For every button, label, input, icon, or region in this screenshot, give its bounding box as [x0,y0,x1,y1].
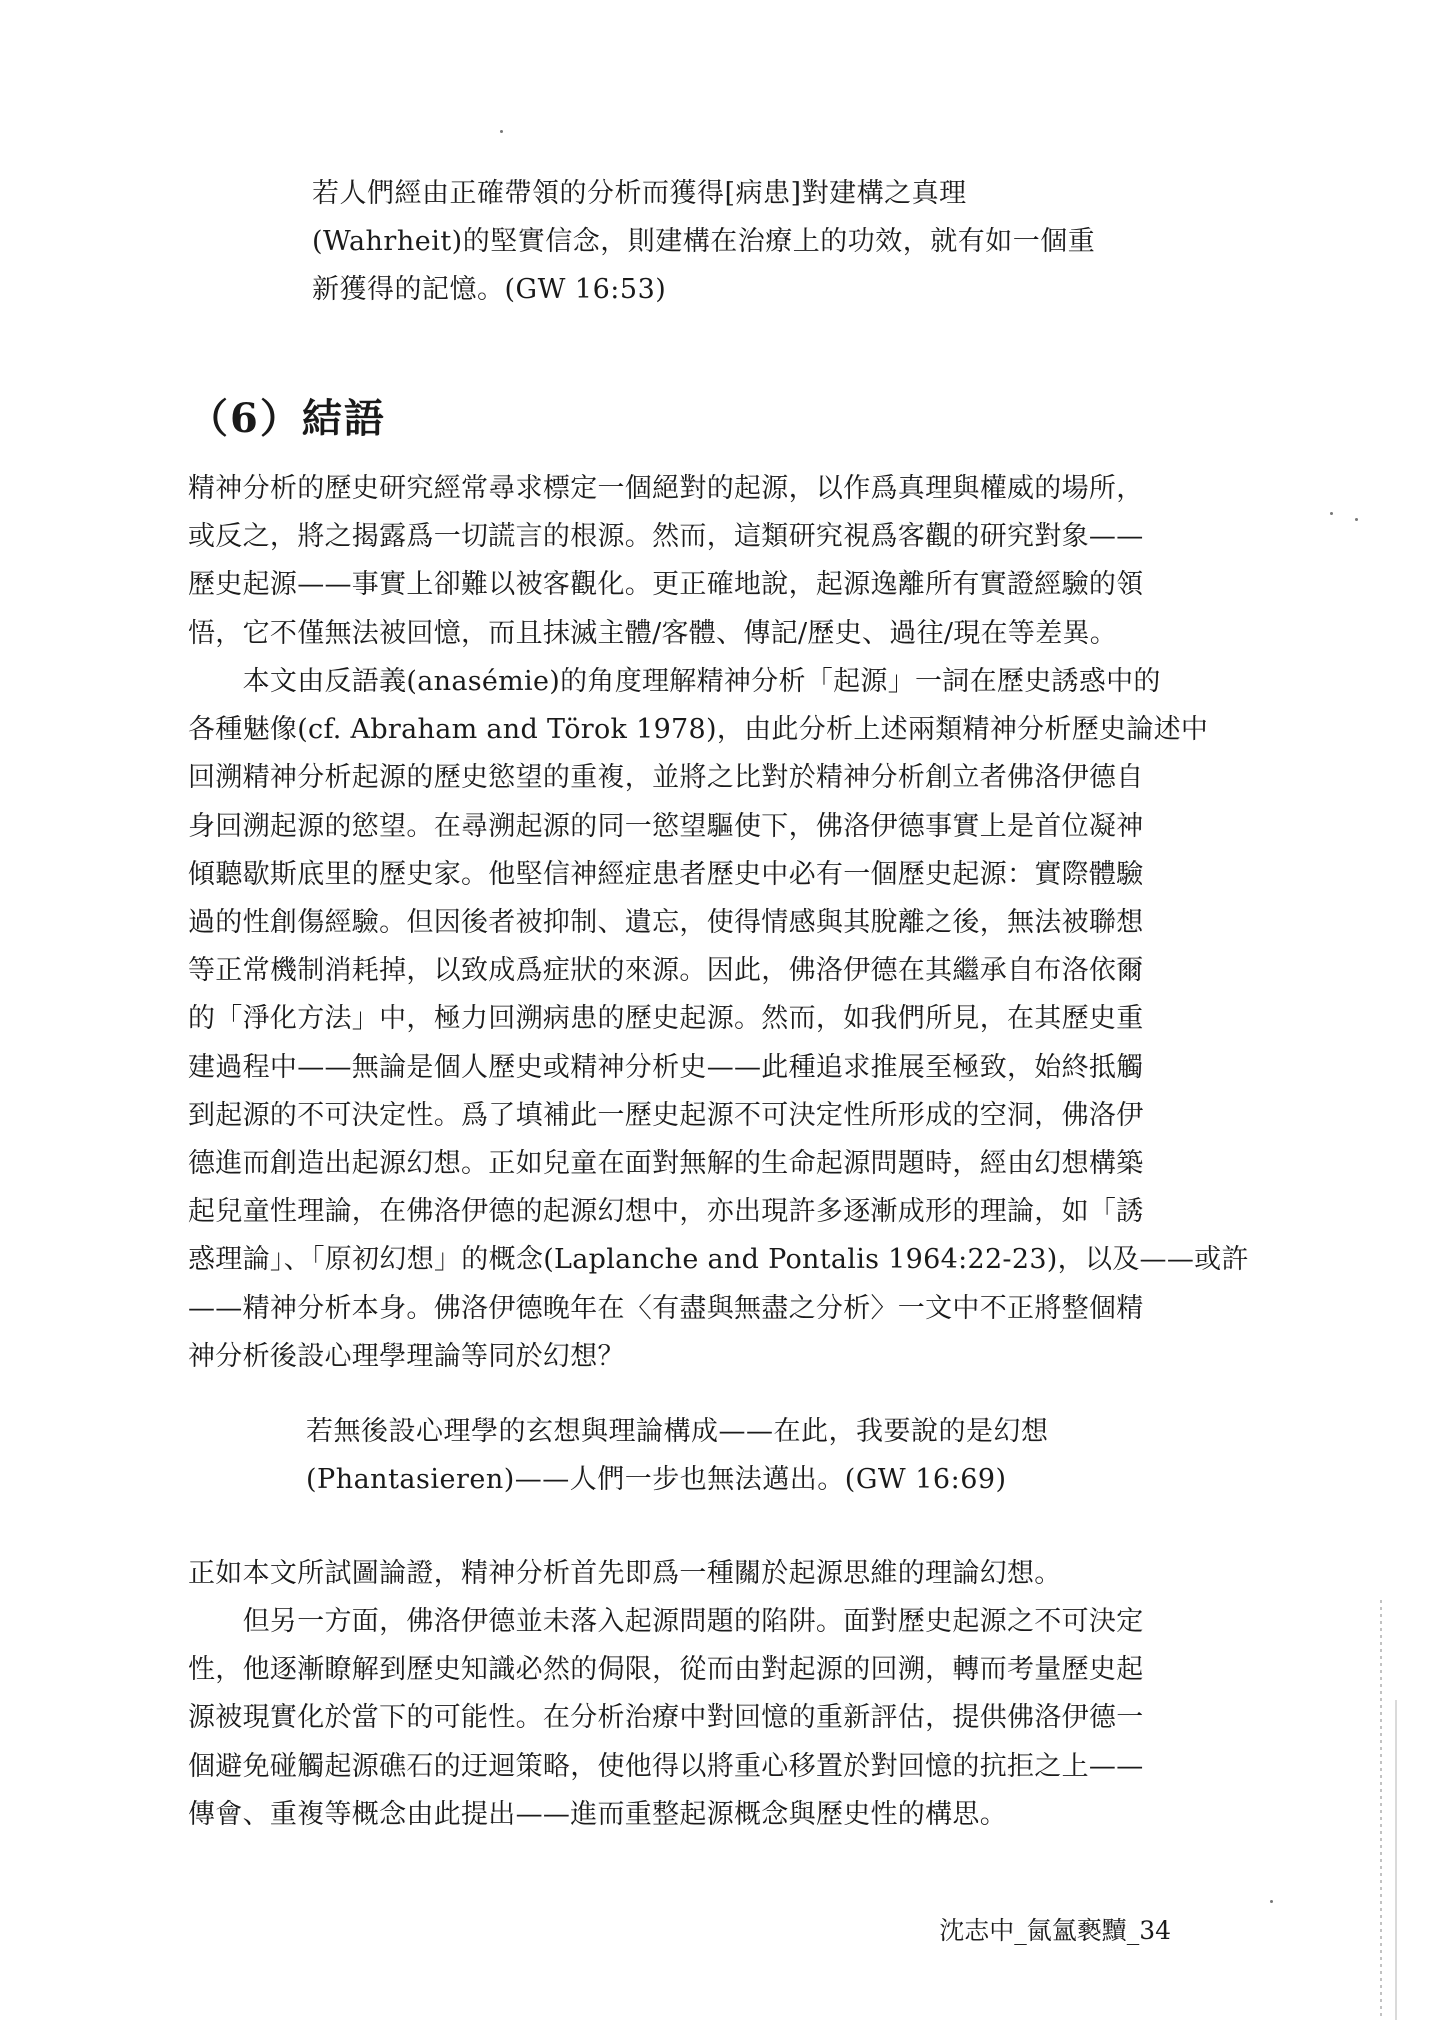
paragraph-3 [188,1550,1178,1598]
paragraph-2-line-15: 神分析後設心理學理論等同於幻想？ [188,1340,625,1372]
scan-speck [1270,1900,1273,1903]
paragraph-2-line-5: 傾聽歇斯底里的歷史家。他堅信神經症患者歷史中必有一個歷史起源：實際體驗 [188,858,1144,890]
paragraph-2-line-12: 起兒童性理論，在佛洛伊德的起源幻想中，亦出現許多逐漸成形的理論，如「誘 [188,1196,1144,1228]
paragraph-2-line-4: 身回溯起源的慾望。在尋溯起源的同一慾望驅使下，佛洛伊德事實上是首位凝神 [188,810,1144,842]
paragraph-2-line-9: 建過程中——無論是個人歷史或精神分析史——此種追求推展至極致，始終抵觸 [188,1051,1144,1083]
paragraph-2-line-14: ——精神分析本身。佛洛伊德晚年在〈有盡與無盡之分析〉一文中不正將整個精 [188,1292,1144,1324]
paragraph-4-line-5: 傳會、重複等概念由此提出——進而重整起源概念與歷史性的構思。 [188,1798,1007,1830]
paragraph-2-line-2: 各種魅像(cf. Abraham and Törok 1978)，由此分析上述兩類精神分析歷史論述中 [188,714,1209,746]
paragraph-4-line-1: 但另一方面，佛洛伊德並未落入起源問題的陷阱。面對歷史起源之不可決定 [188,1606,1144,1637]
paragraph-4-line-4: 個避免碰觸起源礁石的迂迴策略，使他得以將重心移置於對回憶的抗拒之上—— [188,1750,1144,1782]
scan-speck [500,130,503,133]
paragraph-4-line-2: 性，他逐漸瞭解到歷史知識必然的侷限，從而由對起源的回溯，轉而考量歷史起 [188,1654,1144,1686]
quote-2-line-2: (Phantasieren)——人們一步也無法邁出。(GW 16:69) [306,1464,1007,1495]
paragraph-2-line-10: 到起源的不可決定性。爲了填補此一歷史起源不可決定性所形成的空洞，佛洛伊 [188,1099,1144,1131]
scan-edge-artifact [1395,1700,1397,2020]
paragraph-4 [188,1598,1178,1839]
scan-speck [1355,518,1358,521]
paragraph-2-line-1: 本文由反語義(anasémie)的角度理解精神分析「起源」一詞在歷史誘惑中的 [188,666,1161,697]
scan-speck [1330,512,1333,515]
paragraph-2-line-6: 過的性創傷經驗。但因後者被抑制、遺忘，使得情感與其脫離之後，無法被聯想 [188,907,1144,939]
paragraph-2-line-3: 回溯精神分析起源的歷史慾望的重複，並將之比對於精神分析創立者佛洛伊德自 [188,762,1144,794]
paragraph-2 [188,658,1249,1381]
page-footer: 沈志中_氤氳褻黷_34 [939,1916,1171,1945]
paragraph-1-line-1: 精神分析的歷史研究經常尋求標定一個絕對的起源，以作爲真理與權威的場所， [188,473,1144,504]
paragraph-2-line-8: 的「淨化方法」中，極力回溯病患的歷史起源。然而，如我們所見，在其歷史重 [188,1003,1144,1035]
paragraph-4-line-3: 源被現實化於當下的可能性。在分析治療中對回憶的重新評估，提供佛洛伊德一 [188,1702,1144,1734]
quote-2-line-1: 若無後設心理學的玄想與理論構成——在此，我要說的是幻想 [306,1416,1049,1447]
paragraph-1-line-2: 或反之，將之揭露爲一切謊言的根源。然而，這類研究視爲客觀的研究對象—— [188,521,1144,553]
paragraph-1-line-3: 歷史起源——事實上卻難以被客觀化。更正確地說，起源逸離所有實證經驗的領 [188,569,1144,601]
section-heading: （6）結語 [188,395,386,443]
paragraph-1-line-4: 悟，它不僅無法被回憶，而且抹滅主體/客體、傳記/歷史、過往/現在等差異。 [188,617,1118,649]
block-quote-2 [306,1408,1106,1504]
paragraph-2-line-11: 德進而創造出起源幻想。正如兒童在面對無解的生命起源問題時，經由幻想構築 [188,1148,1144,1180]
scan-edge-artifact [1380,1600,1382,2020]
paragraph-2-line-7: 等正常機制消耗掉，以致成爲症狀的來源。因此，佛洛伊德在其繼承自布洛依爾 [188,955,1144,987]
block-quote-1 [312,170,1102,314]
quote-1-line-3: 新獲得的記憶。(GW 16:53) [312,274,667,305]
paragraph-2-line-13: 惑理論」、「原初幻想」的概念(Laplanche and Pontalis 1964:22-23)，以及——或許 [188,1244,1249,1276]
quote-1-line-2: (Wahrheit)的堅實信念，則建構在治療上的功效，就有如一個重 [312,226,1096,257]
paragraph-3-line-1: 正如本文所試圖論證，精神分析首先即爲一種關於起源思維的理論幻想。 [188,1558,1062,1589]
quote-1-line-1: 若人們經由正確帶領的分析而獲得[病患]對建構之真理 [312,178,967,209]
paragraph-1 [188,465,1178,658]
